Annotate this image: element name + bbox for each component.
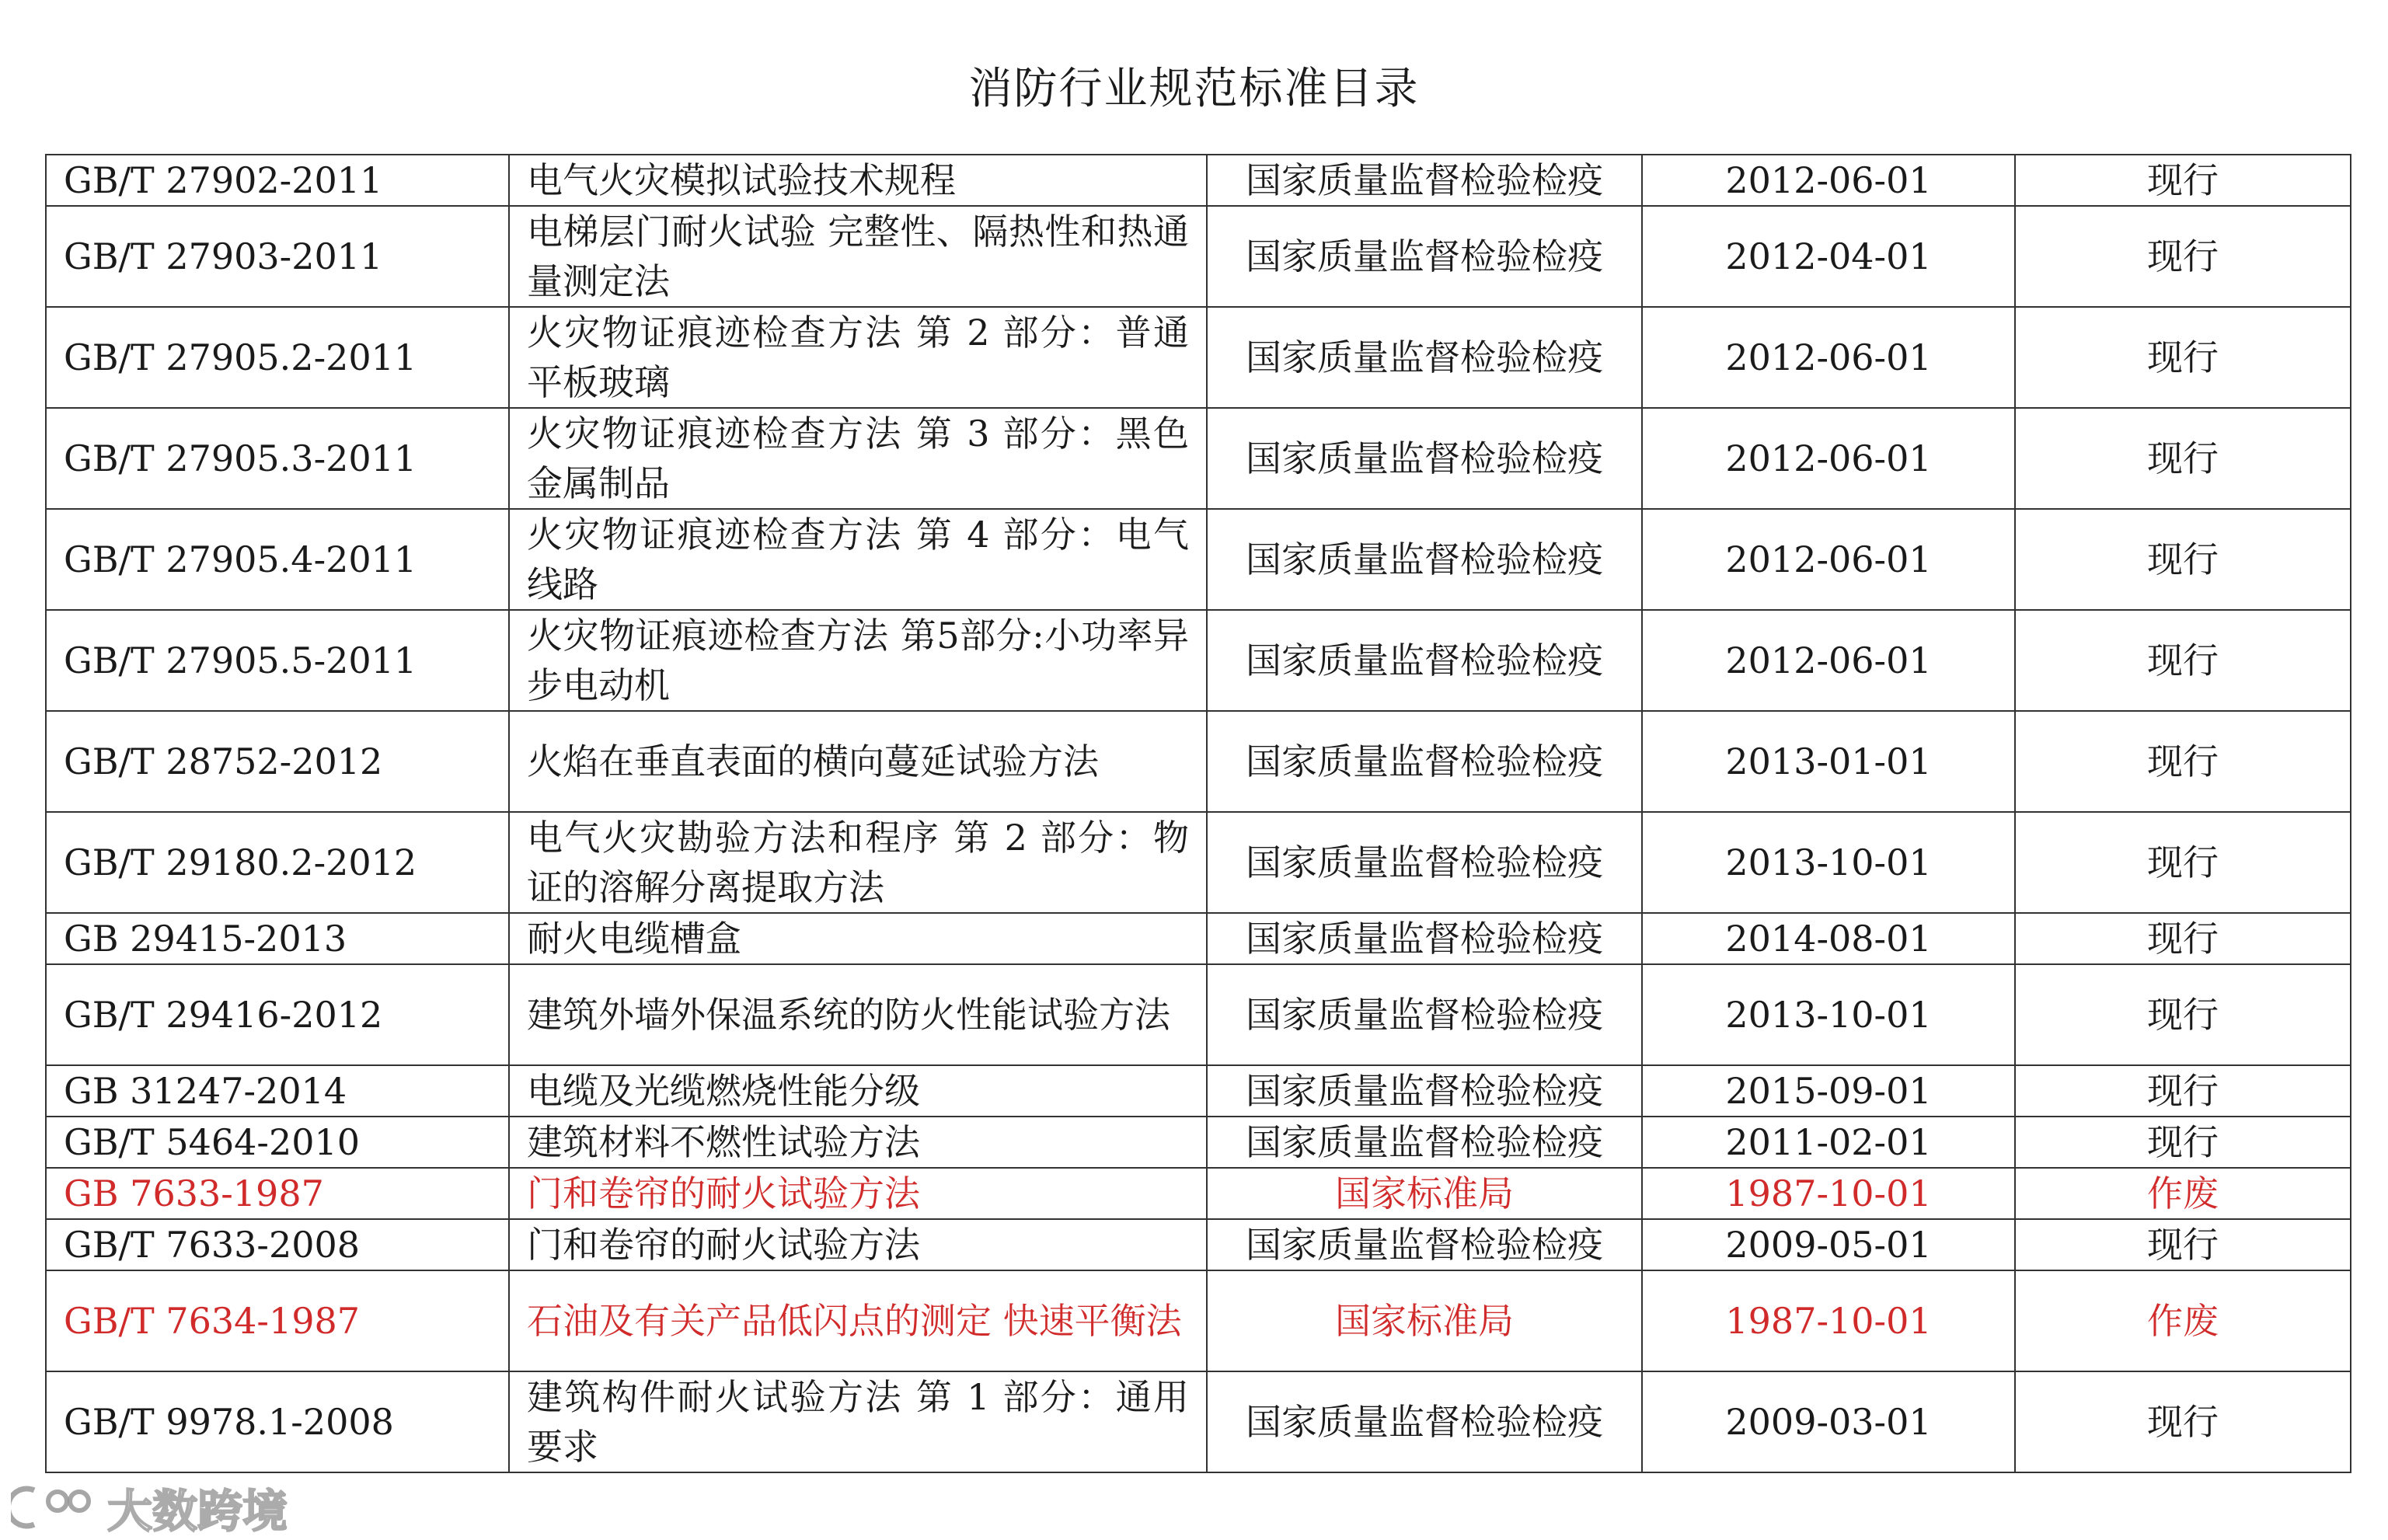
cell-issuer: 国家质量监督检验检疫 bbox=[1207, 711, 1642, 812]
cell-standard-code: GB/T 9978.1-2008 bbox=[46, 1371, 509, 1472]
cell-effective-date: 2012-06-01 bbox=[1642, 155, 2015, 206]
cell-effective-date: 1987-10-01 bbox=[1642, 1168, 2015, 1219]
cell-status: 现行 bbox=[2015, 812, 2351, 913]
cell-issuer: 国家质量监督检验检疫 bbox=[1207, 307, 1642, 408]
cell-standard-code: GB/T 27905.4-2011 bbox=[46, 509, 509, 610]
cell-effective-date: 2014-08-01 bbox=[1642, 913, 2015, 964]
cell-standard-code: GB/T 29416-2012 bbox=[46, 964, 509, 1065]
cell-standard-name: 火灾物证痕迹检查方法 第5部分:小功率异步电动机 bbox=[509, 610, 1207, 711]
cell-standard-code: GB/T 7633-2008 bbox=[46, 1219, 509, 1270]
cell-standard-code: GB 7633-1987 bbox=[46, 1168, 509, 1219]
cell-status: 作废 bbox=[2015, 1168, 2351, 1219]
table-row bbox=[46, 1168, 2351, 1219]
cell-standard-code: GB/T 28752-2012 bbox=[46, 711, 509, 812]
cell-standard-name: 电缆及光缆燃烧性能分级 bbox=[509, 1065, 1207, 1117]
cell-issuer: 国家质量监督检验检疫 bbox=[1207, 206, 1642, 307]
cell-effective-date: 2011-02-01 bbox=[1642, 1117, 2015, 1168]
cell-status: 现行 bbox=[2015, 1065, 2351, 1117]
table-row bbox=[46, 711, 2351, 812]
table-row bbox=[46, 307, 2351, 408]
cell-standard-code: GB/T 27903-2011 bbox=[46, 206, 509, 307]
cell-standard-name: 建筑材料不燃性试验方法 bbox=[509, 1117, 1207, 1168]
cell-standard-name: 火焰在垂直表面的横向蔓延试验方法 bbox=[509, 711, 1207, 812]
cell-effective-date: 2009-05-01 bbox=[1642, 1219, 2015, 1270]
cell-effective-date: 2013-10-01 bbox=[1642, 964, 2015, 1065]
table-row bbox=[46, 206, 2351, 307]
cell-standard-name: 火灾物证痕迹检查方法 第 3 部分：黑色金属制品 bbox=[509, 408, 1207, 509]
cell-effective-date: 2015-09-01 bbox=[1642, 1065, 2015, 1117]
cell-effective-date: 2012-06-01 bbox=[1642, 307, 2015, 408]
cell-standard-code: GB/T 27905.3-2011 bbox=[46, 408, 509, 509]
standards-table bbox=[45, 154, 2351, 1473]
cell-standard-name: 火灾物证痕迹检查方法 第 2 部分：普通平板玻璃 bbox=[509, 307, 1207, 408]
cell-standard-name: 耐火电缆槽盒 bbox=[509, 913, 1207, 964]
cell-issuer: 国家标准局 bbox=[1207, 1270, 1642, 1371]
table-row bbox=[46, 1270, 2351, 1371]
cell-status: 现行 bbox=[2015, 964, 2351, 1065]
table-row bbox=[46, 509, 2351, 610]
cell-standard-name: 门和卷帘的耐火试验方法 bbox=[509, 1219, 1207, 1270]
cell-status: 作废 bbox=[2015, 1270, 2351, 1371]
cell-standard-code: GB/T 5464-2010 bbox=[46, 1117, 509, 1168]
cell-standard-name: 电气火灾模拟试验技术规程 bbox=[509, 155, 1207, 206]
cell-effective-date: 2013-01-01 bbox=[1642, 711, 2015, 812]
cell-issuer: 国家质量监督检验检疫 bbox=[1207, 408, 1642, 509]
cell-status: 现行 bbox=[2015, 408, 2351, 509]
cell-standard-code: GB 29415-2013 bbox=[46, 913, 509, 964]
table-row bbox=[46, 408, 2351, 509]
table-row bbox=[46, 913, 2351, 964]
cell-issuer: 国家质量监督检验检疫 bbox=[1207, 812, 1642, 913]
cell-issuer: 国家质量监督检验检疫 bbox=[1207, 1117, 1642, 1168]
table-row bbox=[46, 1117, 2351, 1168]
cell-standard-name: 电气火灾勘验方法和程序 第 2 部分：物证的溶解分离提取方法 bbox=[509, 812, 1207, 913]
cell-status: 现行 bbox=[2015, 610, 2351, 711]
table-row bbox=[46, 1065, 2351, 1117]
page-title: 消防行业规范标准目录 bbox=[968, 64, 1420, 114]
cell-standard-name: 建筑外墙外保温系统的防火性能试验方法 bbox=[509, 964, 1207, 1065]
cell-issuer: 国家质量监督检验检疫 bbox=[1207, 155, 1642, 206]
cell-standard-name: 建筑构件耐火试验方法 第 1 部分：通用要求 bbox=[509, 1371, 1207, 1472]
cell-effective-date: 1987-10-01 bbox=[1642, 1270, 2015, 1371]
cell-effective-date: 2013-10-01 bbox=[1642, 812, 2015, 913]
cell-effective-date: 2012-06-01 bbox=[1642, 509, 2015, 610]
cell-status: 现行 bbox=[2015, 1371, 2351, 1472]
cell-effective-date: 2012-04-01 bbox=[1642, 206, 2015, 307]
cell-issuer: 国家质量监督检验检疫 bbox=[1207, 509, 1642, 610]
table-row bbox=[46, 155, 2351, 206]
cell-status: 现行 bbox=[2015, 913, 2351, 964]
cell-standard-code: GB/T 27905.5-2011 bbox=[46, 610, 509, 711]
cell-issuer: 国家标准局 bbox=[1207, 1168, 1642, 1219]
cell-status: 现行 bbox=[2015, 509, 2351, 610]
table-row bbox=[46, 964, 2351, 1065]
cell-standard-name: 门和卷帘的耐火试验方法 bbox=[509, 1168, 1207, 1219]
watermark-text: 大数跨境 bbox=[107, 1485, 288, 1538]
cell-status: 现行 bbox=[2015, 1117, 2351, 1168]
cell-standard-code: GB/T 7634-1987 bbox=[46, 1270, 509, 1371]
table-row bbox=[46, 1371, 2351, 1472]
cell-effective-date: 2012-06-01 bbox=[1642, 408, 2015, 509]
table-row bbox=[46, 1219, 2351, 1270]
cell-status: 现行 bbox=[2015, 1219, 2351, 1270]
cell-effective-date: 2012-06-01 bbox=[1642, 610, 2015, 711]
cell-status: 现行 bbox=[2015, 307, 2351, 408]
cell-standard-code: GB/T 27905.2-2011 bbox=[46, 307, 509, 408]
cell-standard-name: 石油及有关产品低闪点的测定 快速平衡法 bbox=[509, 1270, 1207, 1371]
cell-issuer: 国家质量监督检验检疫 bbox=[1207, 610, 1642, 711]
cell-standard-name: 火灾物证痕迹检查方法 第 4 部分：电气线路 bbox=[509, 509, 1207, 610]
watermark bbox=[11, 1475, 288, 1540]
brand-logo-icon bbox=[11, 1484, 96, 1531]
cell-issuer: 国家质量监督检验检疫 bbox=[1207, 964, 1642, 1065]
cell-standard-code: GB/T 27902-2011 bbox=[46, 155, 509, 206]
cell-issuer: 国家质量监督检验检疫 bbox=[1207, 913, 1642, 964]
cell-status: 现行 bbox=[2015, 155, 2351, 206]
cell-standard-code: GB 31247-2014 bbox=[46, 1065, 509, 1117]
cell-issuer: 国家质量监督检验检疫 bbox=[1207, 1371, 1642, 1472]
cell-issuer: 国家质量监督检验检疫 bbox=[1207, 1065, 1642, 1117]
cell-effective-date: 2009-03-01 bbox=[1642, 1371, 2015, 1472]
cell-issuer: 国家质量监督检验检疫 bbox=[1207, 1219, 1642, 1270]
standards-table-body bbox=[46, 155, 2351, 1472]
cell-standard-name: 电梯层门耐火试验 完整性、隔热性和热通量测定法 bbox=[509, 206, 1207, 307]
cell-status: 现行 bbox=[2015, 206, 2351, 307]
cell-standard-code: GB/T 29180.2-2012 bbox=[46, 812, 509, 913]
table-row bbox=[46, 610, 2351, 711]
cell-status: 现行 bbox=[2015, 711, 2351, 812]
table-row bbox=[46, 812, 2351, 913]
